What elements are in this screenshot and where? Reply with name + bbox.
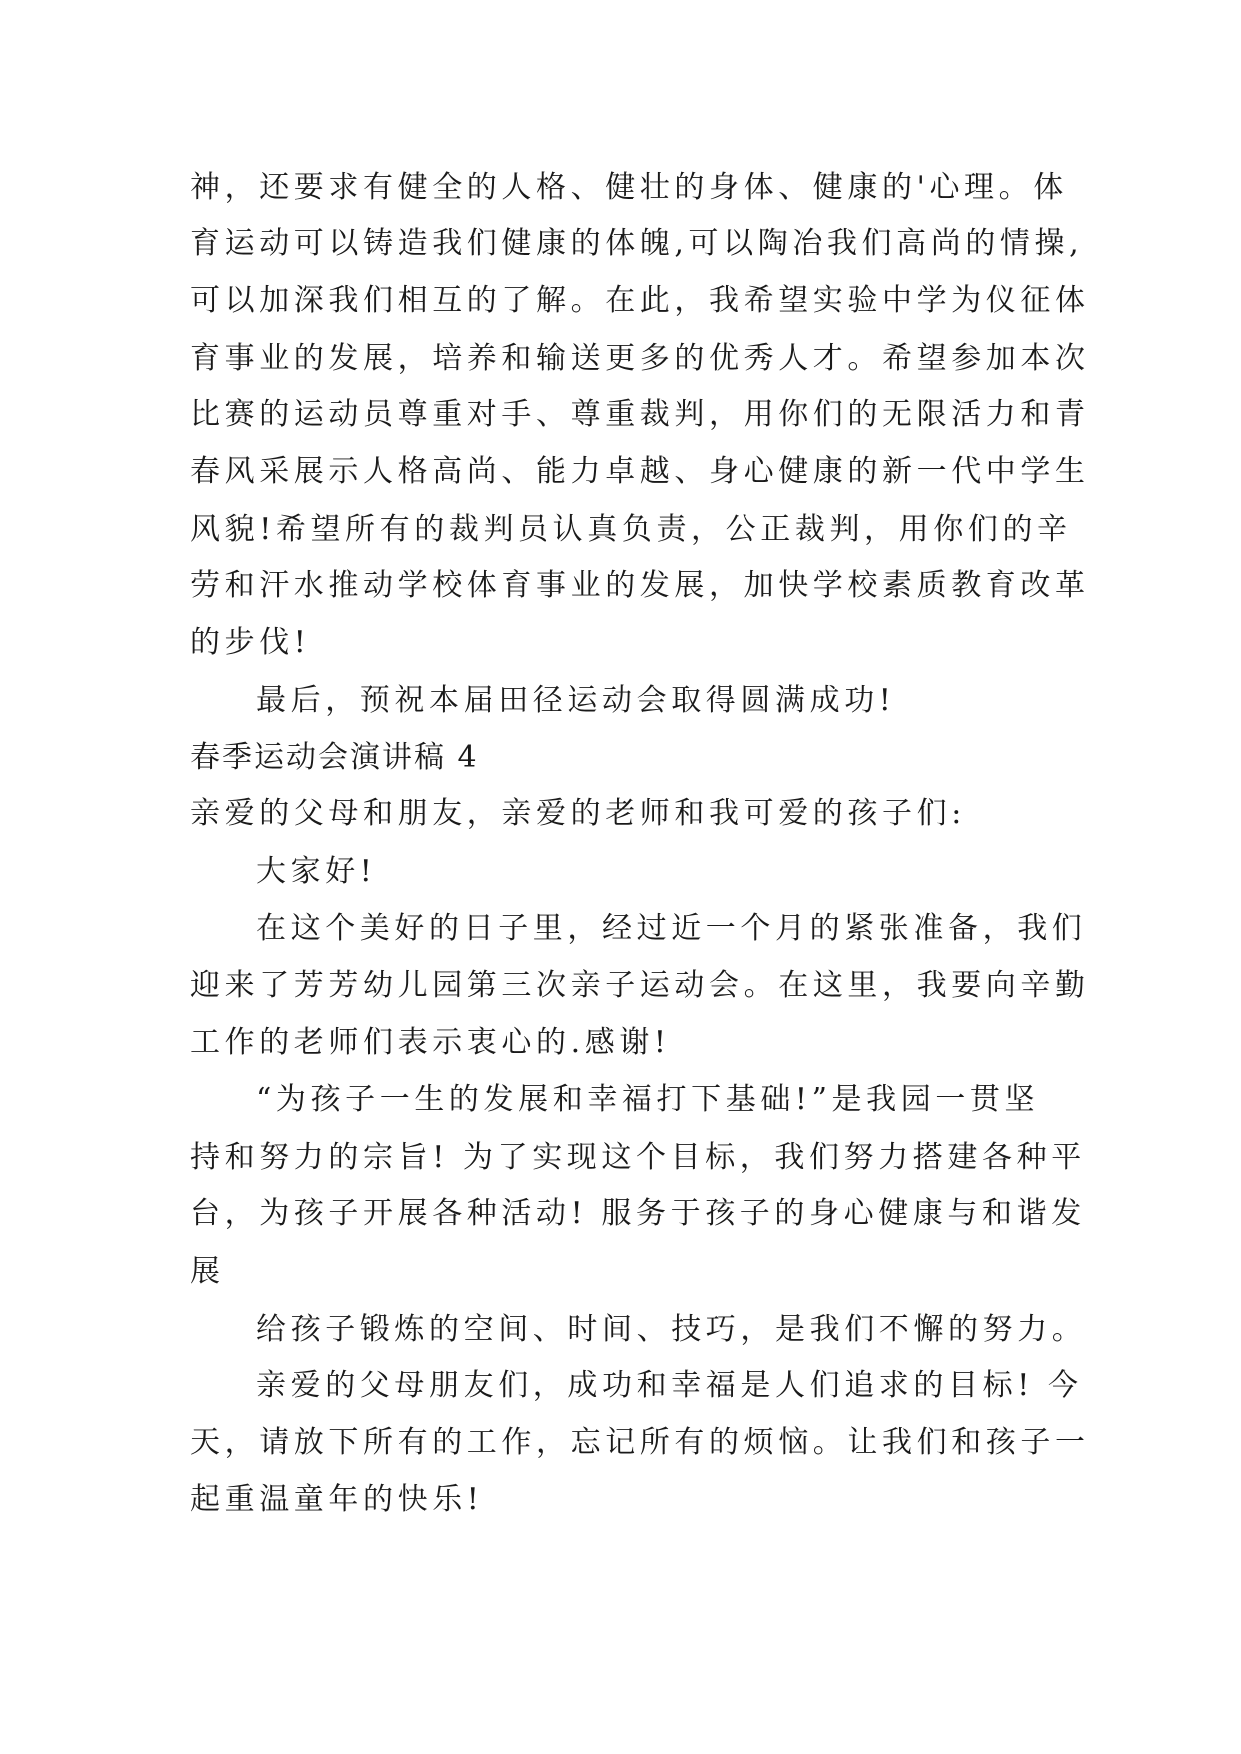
text-line: 可以加深我们相互的了解。在此，我希望实验中学为仪征体: [190, 283, 1090, 318]
text-line: 在这个美好的日子里，经过近一个月的紧张准备，我们: [256, 911, 1087, 946]
text-line: 台，为孩子开展各种活动! 服务于孩子的身心健康与和谐发: [190, 1196, 1086, 1231]
text-line: 天，请放下所有的工作，忘记所有的烦恼。让我们和孩子一: [190, 1425, 1090, 1460]
greeting: 大家好!: [256, 854, 377, 889]
text-line: 神，还要求有健全的人格、健壮的身体、健康的'心理。体: [190, 170, 1068, 205]
text-line: 迎来了芳芳幼儿园第三次亲子运动会。在这里，我要向辛勤: [190, 968, 1090, 1003]
text-line: 持和努力的宗旨! 为了实现这个目标，我们努力搭建各种平: [190, 1140, 1086, 1175]
text-line: 起重温童年的快乐!: [190, 1482, 484, 1517]
text-line: 比赛的运动员尊重对手、尊重裁判，用你们的无限活力和青: [190, 397, 1090, 432]
text-line: 展: [190, 1254, 225, 1289]
section-heading: 春季运动会演讲稿 4: [190, 740, 479, 775]
text-line: 工作的老师们表示衷心的.感谢!: [190, 1025, 671, 1060]
text-line: “为孩子一生的发展和幸福打下基础!”是我园一贯坚: [256, 1082, 1040, 1117]
text-line: 风貌!希望所有的裁判员认真负责，公正裁判，用你们的辛: [190, 512, 1072, 547]
text-line: 春风采展示人格高尚、能力卓越、身心健康的新一代中学生: [190, 454, 1090, 489]
salutation: 亲爱的父母和朋友，亲爱的老师和我可爱的孩子们:: [190, 796, 966, 831]
text-line: 亲爱的父母朋友们，成功和幸福是人们追求的目标! 今: [256, 1368, 1083, 1403]
text-line: 的步伐!: [190, 625, 311, 660]
text-line: 育运动可以铸造我们健康的体魄,可以陶冶我们高尚的情操,: [190, 226, 1084, 261]
text-line: 最后，预祝本届田径运动会取得圆满成功!: [256, 683, 896, 718]
text-line: 劳和汗水推动学校体育事业的发展，加快学校素质教育改革: [190, 568, 1090, 603]
text-line: 给孩子锻炼的空间、时间、技巧，是我们不懈的努力。: [256, 1312, 1087, 1347]
text-line: 育事业的发展，培养和输送更多的优秀人才。希望参加本次: [190, 341, 1090, 376]
